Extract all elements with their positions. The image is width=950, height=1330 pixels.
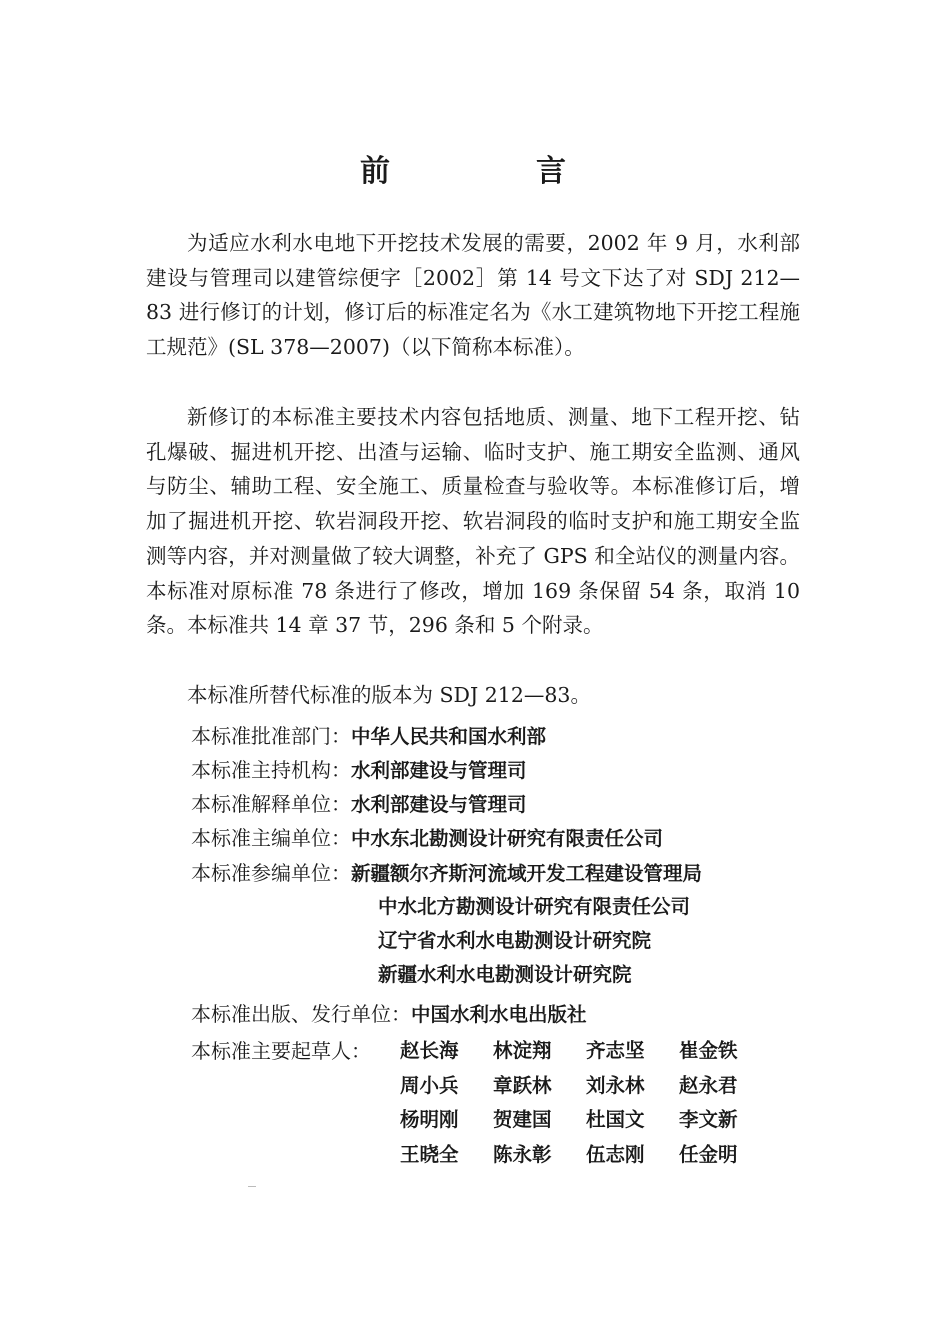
preface-paragraph-3 — [146, 678, 800, 713]
drafter-name: 章跃林 — [493, 1073, 552, 1097]
drafter-name: 伍志刚 — [586, 1142, 645, 1166]
drafters-row-4 — [400, 1138, 772, 1173]
co-editor-row — [191, 856, 702, 891]
drafter-name: 王晓全 — [400, 1142, 459, 1166]
co-editor-value-1: 新疆额尔齐斯河流域开发工程建设管理局 — [351, 862, 703, 885]
drafters-row-2 — [400, 1069, 772, 1104]
co-editor-label: 本标准参编单位： — [191, 861, 351, 885]
drafter-name: 任金明 — [679, 1142, 738, 1166]
drafter-name: 贺建国 — [493, 1108, 552, 1131]
host-label: 本标准主持机构： — [191, 758, 351, 782]
drafters-row-1 — [400, 1034, 772, 1069]
approval-value: 中华人民共和国水利部 — [351, 725, 547, 748]
chief-editor-row — [191, 821, 663, 856]
drafter-name: 崔金铁 — [679, 1039, 738, 1062]
drafter-name: 陈永彰 — [493, 1142, 552, 1166]
co-editor-value-3: 辽宁省水利水电勘测设计研究院 — [378, 929, 652, 952]
co-editor-list — [378, 890, 690, 992]
publisher-row — [191, 997, 587, 1032]
host-row — [191, 753, 527, 788]
host-value: 水利部建设与管理司 — [351, 759, 527, 782]
chief-editor-value: 中水东北勘测设计研究有限责任公司 — [351, 827, 664, 850]
paragraph-text: 为适应水利水电地下开挖技术发展的需要，2002 年 9 月，水利部建设与管理司以建管综便字［2002］第 14 号文下达了对 SDJ 212—83 进行修订的计划，修订后的标准定名为《水工建筑物地下开挖工程施工规范》(SL 378—2007)（以下简称本标准）。 — [146, 231, 800, 360]
publisher-value: 中国水利水电出版社 — [411, 1003, 587, 1026]
approval-label: 本标准批准部门： — [191, 724, 351, 748]
drafter-name: 赵长海 — [400, 1039, 459, 1062]
interpret-label: 本标准解释单位： — [191, 792, 351, 816]
drafter-name: 李文新 — [679, 1108, 738, 1131]
paragraph-text: 新修订的本标准主要技术内容包括地质、测量、地下工程开挖、钻孔爆破、掘进机开挖、出渣与运输、临时支护、施工期安全监测、通风与防尘、辅助工程、安全施工、质量检查与验收等。本标准修订后，增加了掘进机开挖、软岩洞段开挖、软岩洞段的临时支护和施工期安全监测等内容，并对测量做了较大调整，补充了 GPS 和全站仪的测量内容。本标准对原标准 78 条进行了修改，增加 169 条保留 54 条，取消 10 条。本标准共 14 章 37 节，296 条和 5 个附录。 — [146, 405, 800, 638]
interpret-value: 水利部建设与管理司 — [351, 793, 527, 816]
drafter-name: 周小兵 — [400, 1073, 459, 1097]
preface-paragraph-1 — [146, 226, 800, 365]
scan-speck — [248, 1186, 256, 1187]
preface-paragraph-2 — [146, 400, 800, 643]
drafters-label: 本标准主要起草人： — [191, 1039, 371, 1063]
paragraph-text: 本标准所替代标准的版本为 SDJ 212—83。 — [187, 683, 591, 707]
publisher-label: 本标准出版、发行单位： — [191, 1002, 411, 1026]
drafter-name: 林淀翔 — [493, 1039, 552, 1062]
interpret-row — [191, 787, 527, 822]
drafter-name: 杜国文 — [586, 1108, 645, 1131]
chief-editor-label: 本标准主编单位： — [191, 826, 351, 850]
drafter-name: 刘永林 — [586, 1073, 645, 1097]
drafter-name: 赵永君 — [679, 1073, 738, 1097]
page-title: 前 言 — [360, 154, 624, 189]
drafters-list — [400, 1034, 772, 1172]
drafter-name: 齐志坚 — [586, 1039, 645, 1062]
drafters-row-3 — [400, 1103, 772, 1138]
co-editor-value-2: 中水北方勘测设计研究有限责任公司 — [378, 895, 691, 918]
co-editor-value-4: 新疆水利水电勘测设计研究院 — [378, 963, 632, 986]
approval-row — [191, 719, 546, 754]
drafter-name: 杨明刚 — [400, 1108, 459, 1131]
